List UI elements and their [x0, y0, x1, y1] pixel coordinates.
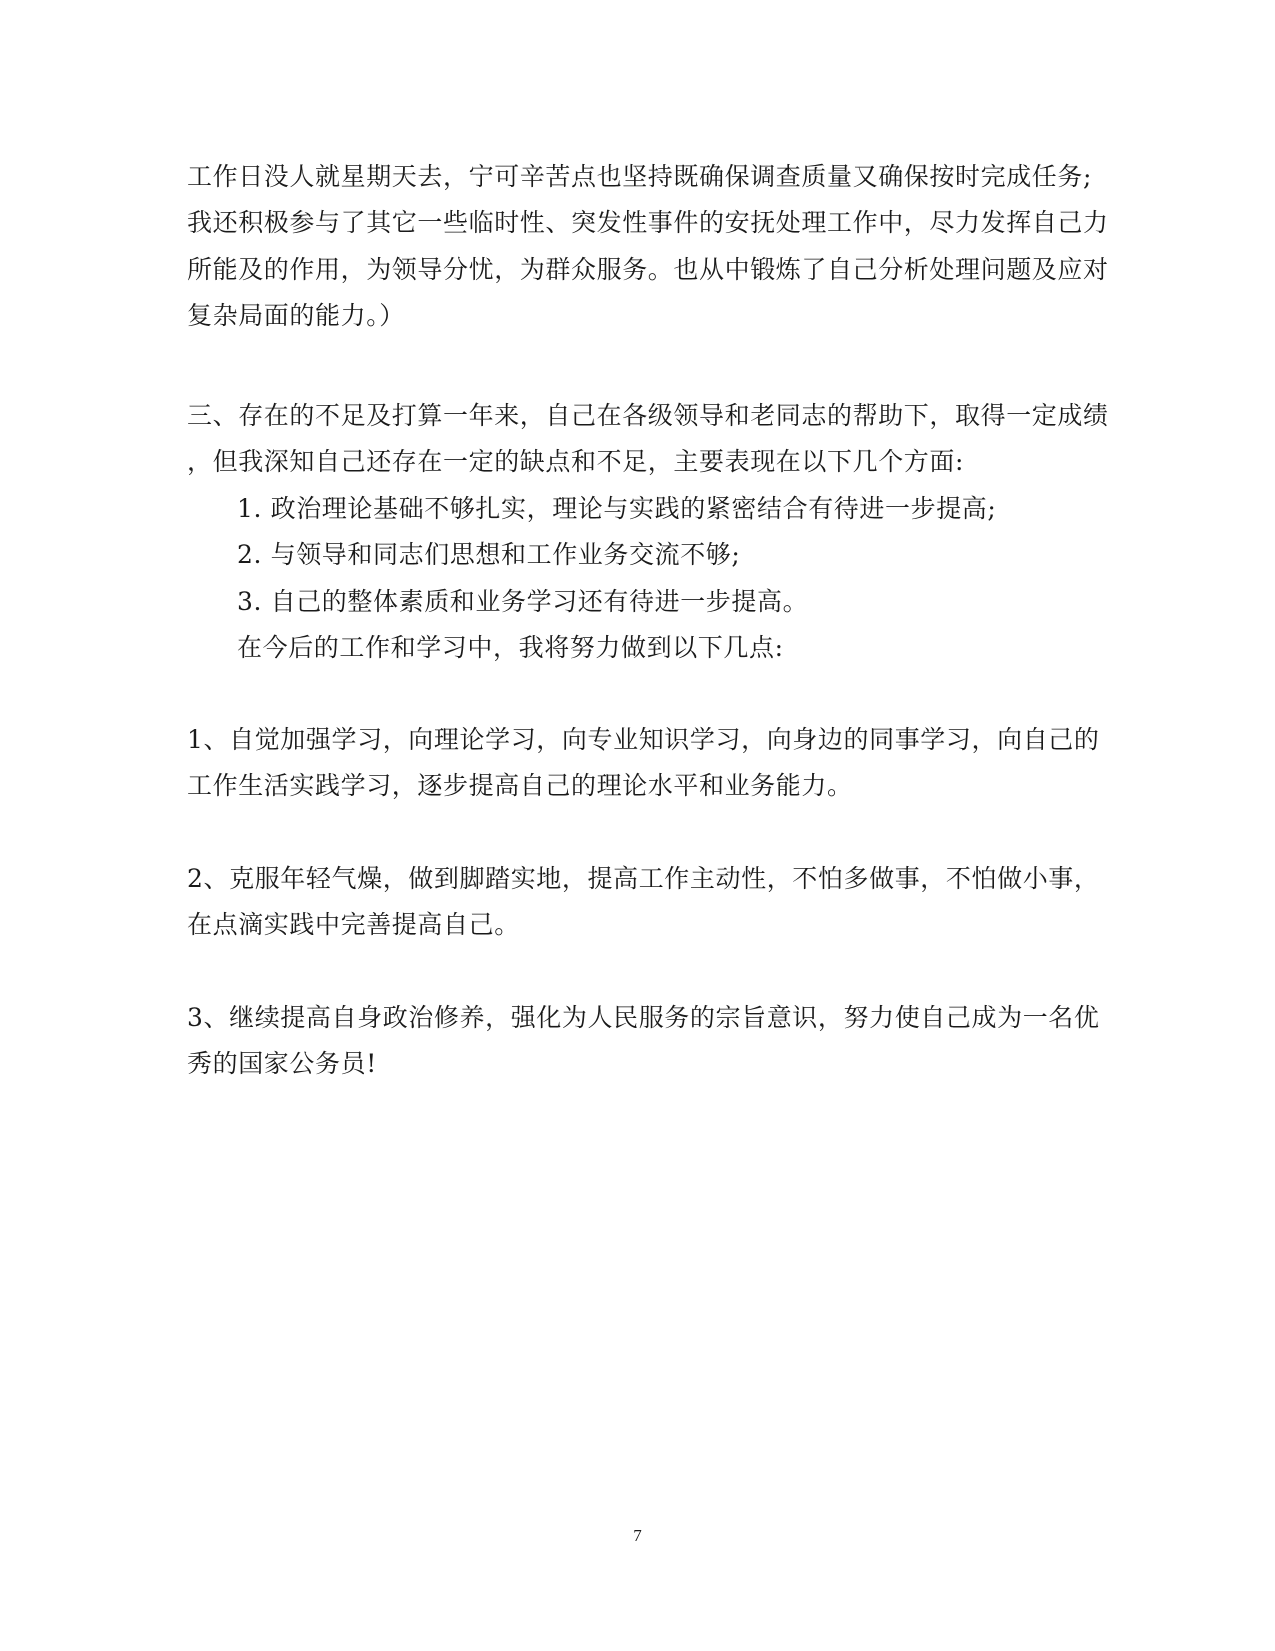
plan-item-line: 工作生活实践学习，逐步提高自己的理论水平和业务能力。 [187, 771, 853, 800]
shortcoming-item: 3. 自己的整体素质和业务学习还有待进一步提高。 [237, 587, 809, 616]
plan-intro: 在今后的工作和学习中，我将努力做到以下几点: [237, 633, 784, 662]
plan-item-line: 秀的国家公务员! [187, 1049, 377, 1078]
shortcoming-item: 1. 政治理论基础不够扎实，理论与实践的紧密结合有待进一步提高; [237, 494, 997, 523]
paragraph-line: 复杂局面的能力。） [187, 301, 405, 330]
paragraph-line: 所能及的作用，为领导分忧，为群众服务。也从中锻炼了自己分析处理问题及应对 [187, 255, 1109, 284]
section-heading-line: ，但我深知自己还存在一定的缺点和不足，主要表现在以下几个方面: [187, 447, 965, 476]
plan-item-line: 在点滴实践中完善提高自己。 [187, 910, 520, 939]
paragraph-line: 我还积极参与了其它一些临时性、突发性事件的安抚处理工作中，尽力发挥自己力 [187, 208, 1109, 237]
plan-item-line: 2、克服年轻气燥，做到脚踏实地，提高工作主动性，不怕多做事，不怕做小事， [187, 864, 1100, 893]
shortcoming-item: 2. 与领导和同志们思想和工作业务交流不够; [237, 540, 741, 569]
paragraph-line: 工作日没人就星期天去，宁可辛苦点也坚持既确保调查质量又确保按时完成任务; [187, 162, 1093, 191]
page-number: 7 [633, 1526, 642, 1545]
section-heading-line: 三、存在的不足及打算一年来，自己在各级领导和老同志的帮助下，取得一定成绩 [187, 401, 1109, 430]
plan-item-line: 3、继续提高自身政治修养，强化为人民服务的宗旨意识，努力使自己成为一名优 [187, 1003, 1100, 1032]
plan-item-line: 1、自觉加强学习，向理论学习，向专业知识学习，向身边的同事学习，向自己的 [187, 725, 1100, 754]
